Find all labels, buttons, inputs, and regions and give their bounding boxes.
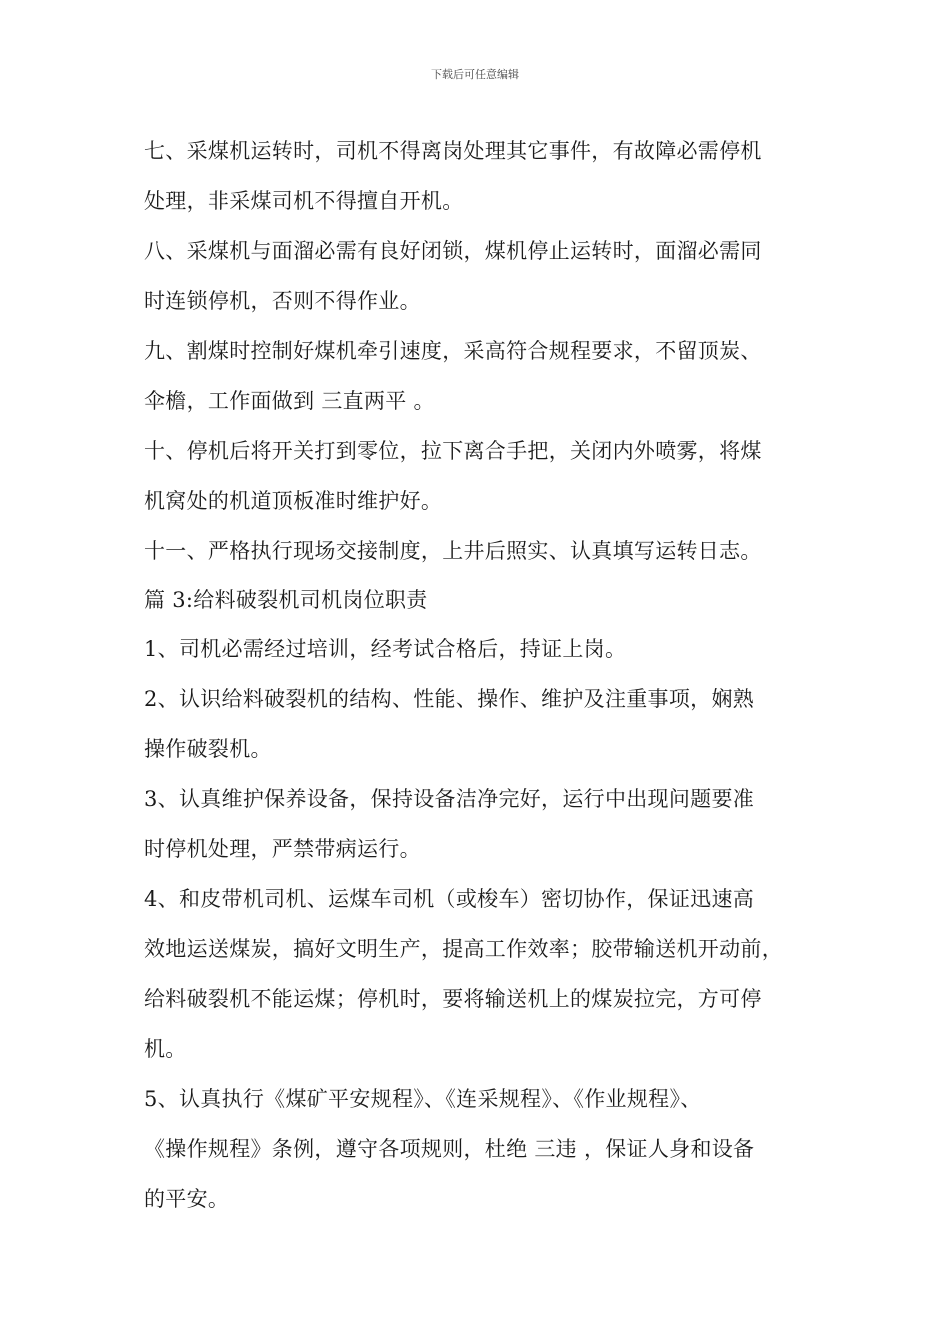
section-heading: 篇 3:给料破裂机司机岗位职责 [144,588,428,612]
text-line: 时连锁停机，否则不得作业。 [144,289,421,313]
text-line: 效地运送煤炭，搞好文明生产，提高工作效率；胶带输送机开动前， [144,937,783,961]
text-line: 机窝处的机道顶板准时维护好。 [144,489,443,513]
text-line: 2、认识给料破裂机的结构、性能、操作、维护及注重事项，娴熟 [144,687,755,711]
text-line: 九、割煤时控制好煤机牵引速度，采高符合规程要求，不留顶炭、 [144,339,762,363]
text-line: 七、采煤机运转时，司机不得离岗处理其它事件，有故障必需停机 [144,139,762,163]
text-line: 《操作规程》条例，遵守各项规则，杜绝 三违 ，保证人身和设备 [144,1137,755,1161]
text-line: 3、认真维护保养设备，保持设备洁净完好，运行中出现问题要准 [144,787,755,811]
text-line: 的平安。 [144,1187,230,1211]
text-line: 1、司机必需经过培训，经考试合格后，持证上岗。 [144,637,627,661]
text-line: 伞檐，工作面做到 三直两平 。 [144,389,435,413]
text-line: 4、和皮带机司机、运煤车司机（或梭车）密切协作，保证迅速高 [144,887,755,911]
text-line: 5、认真执行《煤矿平安规程》、《连采规程》、《作业规程》、 [144,1087,702,1111]
text-line: 机。 [144,1037,187,1061]
text-line: 给料破裂机不能运煤；停机时，要将输送机上的煤炭拉完，方可停 [144,987,762,1011]
text-line: 处理，非采煤司机不得擅自开机。 [144,189,464,213]
text-line: 八、采煤机与面溜必需有良好闭锁，煤机停止运转时，面溜必需同 [144,239,762,263]
page-header: 下载后可任意编辑 [431,68,519,81]
text-line: 操作破裂机。 [144,737,272,761]
text-line: 时停机处理，严禁带病运行。 [144,837,421,861]
text-line: 十、停机后将开关打到零位，拉下离合手把，关闭内外喷雾，将煤 [144,439,762,463]
text-line: 十一、严格执行现场交接制度，上井后照实、认真填写运转日志。 [144,539,762,563]
